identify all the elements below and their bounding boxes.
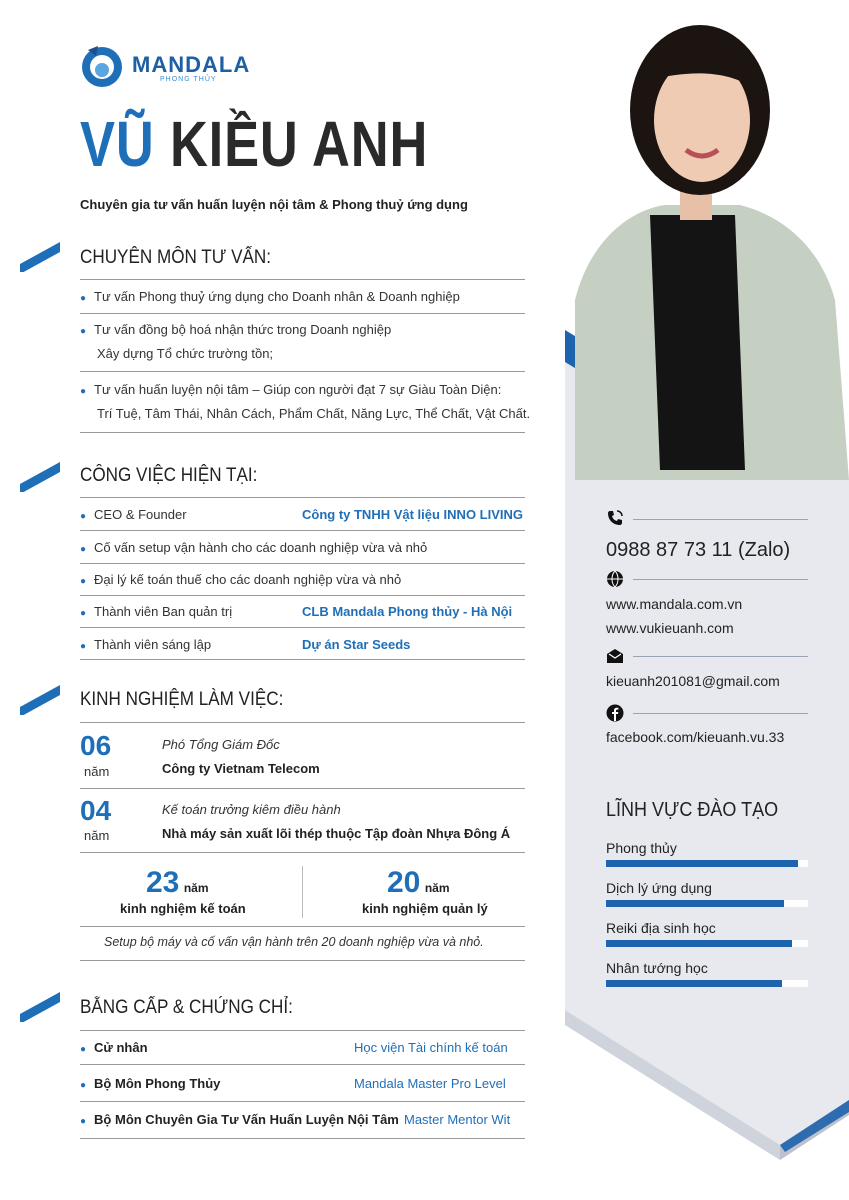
training-title: LĨNH VỰC ĐÀO TẠO bbox=[606, 799, 779, 821]
training-item bbox=[606, 920, 808, 947]
work-row: ● Thành viên sáng lập bbox=[80, 637, 212, 652]
section-title-current-work: CÔNG VIỆC HIỆN TẠI: bbox=[80, 465, 258, 486]
experience-note: Setup bộ máy và cố vấn vận hành trên 20 doanh nghiệp vừa và nhỏ. bbox=[104, 935, 484, 949]
training-label: Reiki địa sinh học bbox=[606, 920, 716, 936]
divider bbox=[80, 595, 525, 596]
section-stripe-icon bbox=[20, 462, 62, 492]
experience-years-unit: năm bbox=[84, 764, 110, 779]
work-row: ● Đại lý kế toán thuế cho các doanh nghiệp vừa và nhỏ bbox=[80, 572, 402, 587]
training-bar-fill bbox=[606, 940, 792, 947]
work-row: ● CEO & Founder bbox=[80, 507, 187, 522]
facebook-icon bbox=[606, 704, 624, 722]
work-org: Công ty TNHH Vật liệu INNO LIVING bbox=[302, 507, 524, 522]
training-label: Phong thủy bbox=[606, 840, 677, 856]
training-item bbox=[606, 880, 808, 907]
work-row: ● Thành viên Ban quản trị bbox=[80, 604, 233, 619]
stat-management-label: kinh nghiệm quản lý bbox=[362, 901, 488, 916]
certificate-org: Học viện Tài chính kế toán bbox=[354, 1040, 508, 1055]
training-label: Nhân tướng học bbox=[606, 960, 708, 976]
experience-org: Nhà máy sản xuất lõi thép thuộc Tập đoàn Nhựa Đông Á bbox=[162, 826, 511, 841]
work-org: CLB Mandala Phong thủy - Hà Nội bbox=[302, 604, 513, 619]
divider bbox=[80, 563, 525, 564]
training-bar-track bbox=[606, 860, 808, 867]
certificate-org: Mandala Master Pro Level bbox=[354, 1076, 506, 1091]
portrait-photo bbox=[565, 0, 849, 480]
logo-subtext: PHONG THỦY bbox=[160, 76, 217, 83]
training-bar-fill bbox=[606, 900, 784, 907]
work-org: Dự án Star Seeds bbox=[302, 637, 411, 652]
training-bar-fill bbox=[606, 860, 798, 867]
stat-management: 20 năm bbox=[387, 866, 450, 899]
experience-org: Công ty Vietnam Telecom bbox=[162, 761, 320, 776]
divider bbox=[80, 788, 525, 789]
work-row: ● Cố vấn setup vận hành cho các doanh nghiệp vừa và nhỏ bbox=[80, 540, 428, 555]
training-label: Dịch lý ứng dụng bbox=[606, 880, 712, 896]
mandala-logo-icon bbox=[80, 42, 124, 92]
person-name bbox=[80, 108, 429, 180]
globe-icon bbox=[606, 570, 624, 588]
person-subtitle: Chuyên gia tư vấn huấn luyện nội tâm & Phong thuỷ ứng dụng bbox=[80, 197, 468, 212]
contact-divider bbox=[633, 519, 808, 520]
divider bbox=[80, 1101, 525, 1102]
website-link[interactable]: www.vukieuanh.com bbox=[606, 620, 734, 636]
training-bar-track bbox=[606, 980, 808, 987]
stat-accounting: 23 năm bbox=[146, 866, 209, 899]
divider bbox=[80, 1138, 525, 1139]
list-item: ● Tư vấn Phong thuỷ ứng dụng cho Doanh nhân & Doanh nghiệp bbox=[80, 289, 460, 304]
mail-icon bbox=[606, 647, 624, 665]
divider bbox=[80, 627, 525, 628]
name-first: VŨ bbox=[80, 108, 155, 180]
certificate-row: ● Cử nhân bbox=[80, 1040, 148, 1055]
certificate-row: ● Bộ Môn Phong Thủy bbox=[80, 1076, 221, 1091]
training-item bbox=[606, 840, 808, 867]
training-bar-track bbox=[606, 900, 808, 907]
list-item-line2: Trí Tuệ, Tâm Thái, Nhân Cách, Phẩm Chất, Năng Lực, Thể Chất, Vật Chất. bbox=[97, 406, 531, 421]
facebook-link[interactable]: facebook.com/kieuanh.vu.33 bbox=[606, 729, 785, 745]
website-link[interactable]: www.mandala.com.vn bbox=[606, 596, 743, 612]
experience-years-unit: năm bbox=[84, 828, 110, 843]
contact-divider bbox=[633, 713, 808, 714]
list-item: ● Tư vấn huấn luyện nội tâm – Giúp con người đạt 7 sự Giàu Toàn Diện: bbox=[80, 382, 502, 397]
logo-text: MANDALA bbox=[132, 52, 251, 77]
divider bbox=[80, 530, 525, 531]
experience-years: 04 bbox=[80, 795, 112, 826]
name-rest: KIỀU ANH bbox=[169, 108, 429, 180]
divider bbox=[80, 1030, 525, 1031]
certificate-row: ● Bộ Môn Chuyên Gia Tư Vấn Huấn Luyện Nội Tâm bbox=[80, 1112, 399, 1127]
stat-accounting-label: kinh nghiệm kế toán bbox=[120, 901, 246, 916]
section-stripe-icon bbox=[20, 685, 62, 715]
divider bbox=[80, 659, 525, 660]
contact-divider bbox=[633, 656, 808, 657]
training-bar-track bbox=[606, 940, 808, 947]
list-item: ● Tư vấn đồng bộ hoá nhận thức trong Doanh nghiệp bbox=[80, 322, 392, 337]
list-item-line2: Xây dựng Tổ chức trường tồn; bbox=[97, 346, 274, 361]
divider bbox=[80, 432, 525, 433]
divider bbox=[80, 313, 525, 314]
phone-number: 0988 87 73 11 (Zalo) bbox=[606, 539, 791, 561]
divider bbox=[80, 926, 525, 927]
experience-role: Kế toán trưởng kiêm điều hành bbox=[162, 802, 341, 817]
divider bbox=[80, 497, 525, 498]
section-stripe-icon bbox=[20, 242, 62, 272]
stat-divider bbox=[302, 866, 303, 918]
training-item bbox=[606, 960, 808, 987]
divider bbox=[80, 852, 525, 853]
section-title-expertise: CHUYÊN MÔN TƯ VẤN: bbox=[80, 247, 272, 268]
phone-icon bbox=[606, 509, 624, 527]
divider bbox=[80, 960, 525, 961]
section-title-certificates: BẰNG CẤP & CHỨNG CHỈ: bbox=[80, 997, 293, 1018]
divider bbox=[80, 279, 525, 280]
divider bbox=[80, 1064, 525, 1065]
section-stripe-icon bbox=[20, 992, 62, 1022]
divider bbox=[80, 371, 525, 372]
divider bbox=[80, 722, 525, 723]
contact-divider bbox=[633, 579, 808, 580]
experience-years: 06 bbox=[80, 730, 112, 761]
section-title-experience: KINH NGHIỆM LÀM VIỆC: bbox=[80, 689, 284, 710]
training-bar-fill bbox=[606, 980, 782, 987]
experience-role: Phó Tổng Giám Đốc bbox=[162, 737, 280, 752]
certificate-org: Master Mentor Wit bbox=[404, 1112, 511, 1127]
email-link[interactable]: kieuanh201081@gmail.com bbox=[606, 673, 780, 689]
